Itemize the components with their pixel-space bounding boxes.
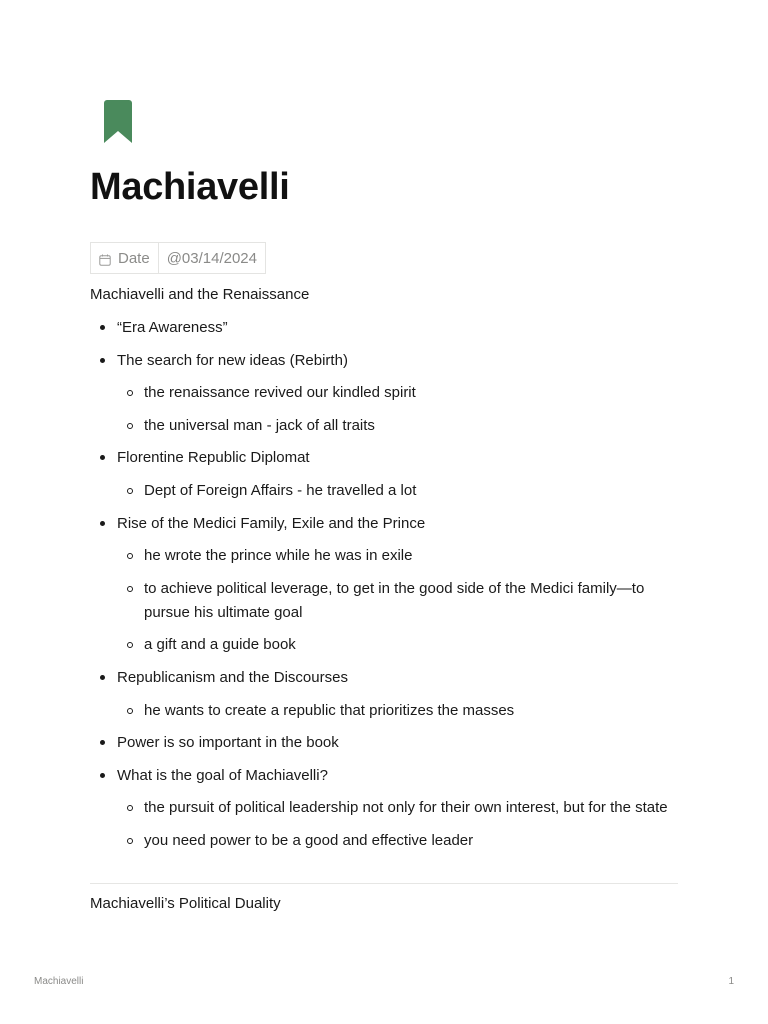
sub-list-item: you need power to be a good and effective leader [117,829,680,853]
sub-list-item: he wrote the prince while he was in exile [117,544,680,568]
sub-list-item: the pursuit of political leadership not only for their own interest, but for the state [117,796,680,820]
list-item-text: Florentine Republic Diplomat [117,449,310,467]
list-item [90,764,680,853]
sub-list-item: Dept of Foreign Affairs - he travelled a lot [117,479,680,503]
footer-doc-title: Machiavelli [34,976,84,987]
sub-list-item: he wants to create a republic that prioritizes the masses [117,699,680,723]
sub-list-item: a gift and a guide book [117,633,680,657]
bookmark-icon [104,100,132,143]
sub-list-item: the renaissance revived our kindled spirit [117,381,680,405]
divider [90,883,678,884]
list-item [90,316,680,340]
list-item [90,666,680,723]
section-heading-political-duality: Machiavelli’s Political Duality [90,895,281,912]
list-item [90,349,680,438]
sub-list-item: to achieve political leverage, to get in the good side of the Medici family—to pursue his ultimate goal [117,577,680,625]
list-item-text: Republicanism and the Discourses [117,668,348,686]
list-item [90,446,680,503]
sub-list [117,699,680,723]
sub-list [117,381,680,438]
list-item-text: The search for new ideas (Rebirth) [117,351,348,369]
sub-list [117,479,680,503]
bulleted-list [90,316,680,853]
list-item [90,731,680,755]
date-property-value[interactable]: @03/14/2024 [166,249,257,267]
sub-list [117,544,680,657]
outline-list [90,316,680,862]
page-title: Machiavelli [90,166,290,208]
sub-list-item: the universal man - jack of all traits [117,414,680,438]
date-label: Date [118,249,150,267]
footer-page-number: 1 [728,976,734,987]
properties-table [90,242,266,274]
list-item-text: “Era Awareness” [117,319,228,336]
list-item [90,512,680,658]
calendar-icon [99,254,111,266]
date-property-label [91,243,159,273]
section-heading-renaissance: Machiavelli and the Renaissance [90,286,310,303]
list-item-text: Power is so important in the book [117,734,339,752]
list-item-text: What is the goal of Machiavelli? [117,766,328,784]
sub-list [117,796,680,853]
list-item-text: Rise of the Medici Family, Exile and the Prince [117,514,426,532]
